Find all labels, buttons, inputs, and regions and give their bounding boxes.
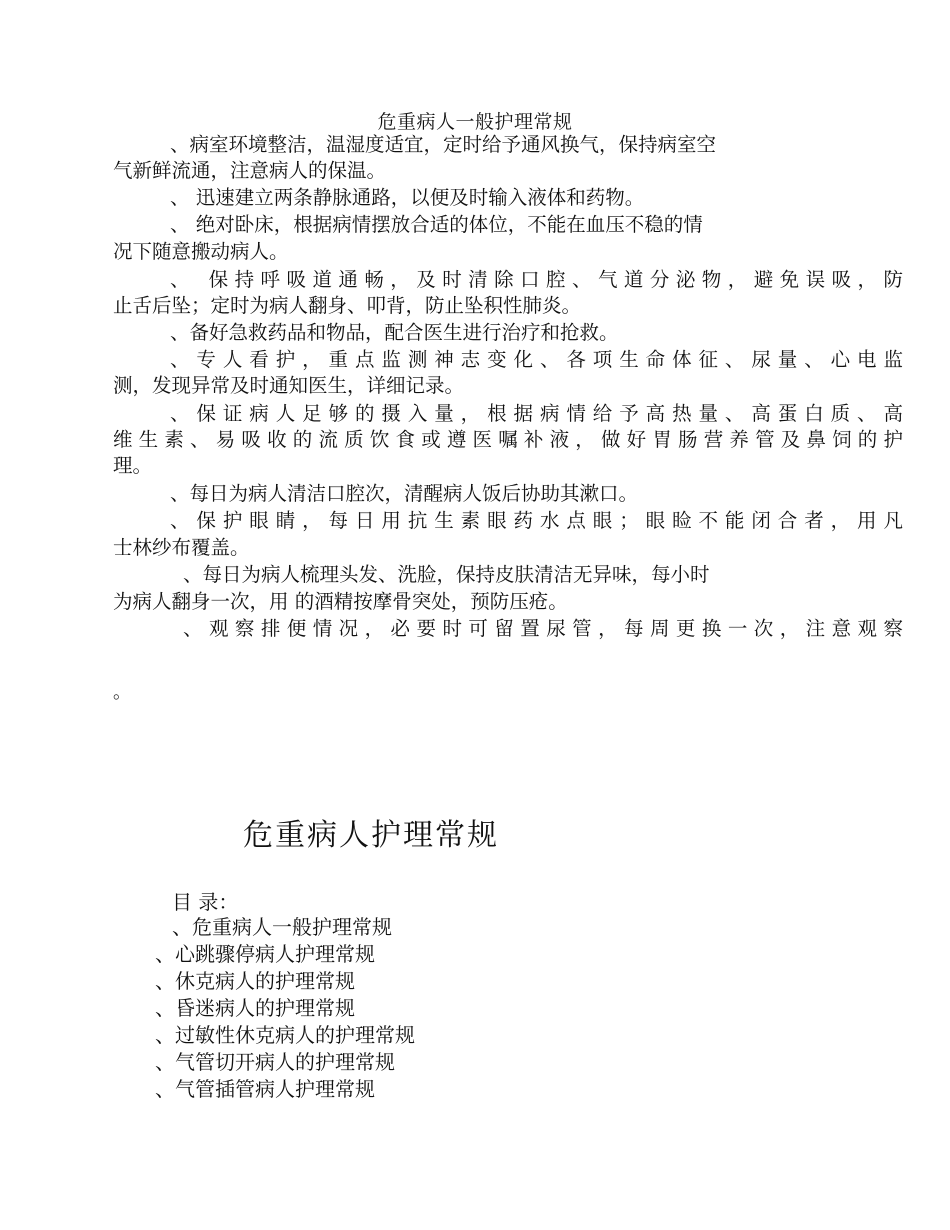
paragraph-line: 、观察排便情况，必要时可留置尿管，每周更换一次，注意观察 (183, 617, 903, 640)
paragraph-line: 、每日为病人梳理头发、洗脸，保持皮肤清洁无异味，每小时 (183, 563, 710, 586)
paragraph-line: 、 迅速建立两条静脉通路，以便及时输入液体和药物。 (170, 186, 645, 209)
paragraph-line: 、 保持呼吸道通畅，及时清除口腔、气道分泌物，避免误吸，防 (170, 268, 903, 291)
toc-item: 、休克病人的护理常规 (155, 969, 355, 993)
paragraph-line: 止舌后坠；定时为病人翻身、叩背，防止坠积性肺炎。 (113, 294, 582, 317)
paragraph-line: 测，发现异常及时通知医生，详细记录。 (113, 374, 465, 397)
toc-heading: 目 录： (172, 890, 239, 914)
section-title: 危重病人一般护理常规 (377, 111, 573, 133)
paragraph-line: 、备好急救药品和物品，配合医生进行治疗和抢救。 (170, 321, 619, 344)
paragraph-line: 、每日为病人清洁口腔次，清醒病人饭后协助其漱口。 (170, 482, 639, 505)
paragraph-line: 为病人翻身一次，用 的酒精按摩骨突处，预防压疮。 (113, 590, 568, 613)
toc-item: 、危重病人一般护理常规 (172, 915, 392, 939)
paragraph-line: 、保护眼睛，每日用抗生素眼药水点眼；眼睑不能闭合者，用凡 (170, 509, 903, 532)
paragraph-line: 理。 (113, 454, 153, 477)
paragraph-line: 气新鲜流通，注意病人的保温。 (113, 159, 387, 182)
paragraph-line: 、专人看护，重点监测神志变化、各项生命体征、尿量、心电监 (170, 348, 903, 371)
toc-item: 、过敏性休克病人的护理常规 (155, 1023, 415, 1047)
toc-item: 、昏迷病人的护理常规 (155, 996, 355, 1020)
trailing-period: 。 (113, 682, 131, 703)
toc-item: 、气管插管病人护理常规 (155, 1077, 375, 1101)
main-title: 危重病人护理常规 (243, 818, 499, 853)
toc-item: 、气管切开病人的护理常规 (155, 1050, 395, 1074)
paragraph-line: 、病室环境整洁，温湿度适宜，定时给予通风换气，保持病室空 (170, 133, 717, 156)
paragraph-line: 、保证病人足够的摄入量，根据病情给予高热量、高蛋白质、高 (170, 402, 903, 425)
paragraph-line: 况下随意搬动病人。 (113, 240, 289, 263)
paragraph-line: 士林纱布覆盖。 (113, 536, 250, 559)
paragraph-line: 维生素、易吸收的流质饮食或遵医嘱补液，做好胃肠营养管及鼻饲的护 (113, 428, 903, 451)
toc-item: 、心跳骤停病人护理常规 (155, 942, 375, 966)
paragraph-line: 、 绝对卧床，根据病情摆放合适的体位，不能在血压不稳的情 (170, 213, 703, 236)
